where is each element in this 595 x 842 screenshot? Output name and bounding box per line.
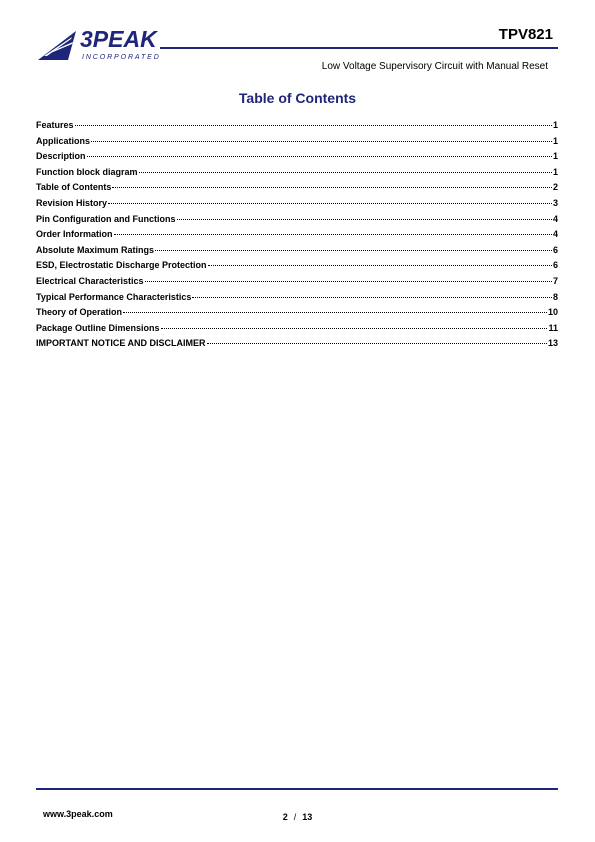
toc-entry-label: Electrical Characteristics [36, 275, 144, 286]
footer-page-number [0, 812, 595, 823]
toc-entry-label: Description [36, 151, 86, 162]
toc-entry-label: Order Information [36, 229, 113, 240]
toc-list [36, 118, 558, 352]
logo-tagline: INCORPORATED [82, 54, 161, 61]
toc-entry-label: ESD, Electrostatic Discharge Protection [36, 260, 207, 271]
toc-entry-page: 11 [548, 322, 558, 333]
toc-entry-page: 6 [552, 244, 558, 255]
toc-entry-page: 13 [547, 338, 558, 349]
toc-entry[interactable] [36, 196, 558, 212]
toc-entry-page: 1 [552, 135, 558, 146]
toc-leader-dots [75, 125, 552, 126]
logo-wordmark: 3PEAK [80, 26, 157, 52]
page-separator: / [293, 812, 297, 822]
toc-entry-label: IMPORTANT NOTICE AND DISCLAIMER [36, 338, 206, 349]
toc-entry-page: 6 [552, 260, 558, 271]
toc-leader-dots [123, 312, 547, 313]
toc-entry-page: 7 [552, 275, 558, 286]
company-logo [38, 27, 168, 63]
toc-leader-dots [91, 141, 552, 142]
toc-entry[interactable] [36, 290, 558, 306]
toc-entry-page: 2 [552, 182, 558, 193]
header-divider [160, 47, 558, 49]
toc-entry-label: Applications [36, 135, 91, 146]
toc-leader-dots [208, 265, 552, 266]
toc-entry-label: Package Outline Dimensions [36, 322, 160, 333]
toc-entry[interactable] [36, 149, 558, 165]
toc-entry[interactable] [36, 258, 558, 274]
document-subtitle: Low Voltage Supervisory Circuit with Manual Reset [321, 61, 548, 72]
footer-website-link[interactable]: www.3peak.com [43, 809, 113, 819]
toc-entry[interactable] [36, 243, 558, 259]
toc-leader-dots [114, 234, 552, 235]
toc-leader-dots [155, 250, 552, 251]
toc-entry-label: Absolute Maximum Ratings [36, 244, 155, 255]
toc-heading: Table of Contents [238, 90, 357, 106]
toc-leader-dots [161, 328, 548, 329]
document-title: TPV821 [498, 26, 553, 43]
toc-leader-dots [112, 187, 552, 188]
page-current: 2 [282, 812, 288, 822]
toc-entry-label: Typical Performance Characteristics [36, 291, 192, 302]
toc-entry[interactable] [36, 305, 558, 321]
toc-entry[interactable] [36, 118, 558, 134]
toc-entry[interactable] [36, 227, 558, 243]
toc-entry[interactable] [36, 165, 558, 181]
toc-entry[interactable] [36, 180, 558, 196]
toc-leader-dots [192, 297, 552, 298]
toc-entry-label: Revision History [36, 197, 108, 208]
toc-entry[interactable] [36, 274, 558, 290]
toc-entry-page: 3 [552, 197, 558, 208]
toc-entry-page: 1 [552, 120, 558, 130]
toc-entry[interactable] [36, 212, 558, 228]
footer-divider [36, 788, 558, 790]
peak-logo-icon [38, 27, 82, 63]
toc-entry-label: Pin Configuration and Functions [36, 213, 176, 224]
toc-leader-dots [207, 343, 547, 344]
toc-entry-label: Theory of Operation [36, 307, 123, 318]
toc-entry-page: 1 [552, 166, 558, 177]
toc-entry[interactable] [36, 134, 558, 150]
toc-entry-page: 4 [552, 213, 558, 224]
page-total: 13 [302, 812, 313, 822]
toc-leader-dots [145, 281, 552, 282]
toc-entry-label: Features [36, 120, 74, 130]
toc-entry-page: 10 [547, 307, 558, 318]
toc-leader-dots [108, 203, 552, 204]
toc-entry[interactable] [36, 336, 558, 352]
toc-entry-page: 4 [552, 229, 558, 240]
toc-entry[interactable] [36, 321, 558, 337]
toc-leader-dots [139, 172, 552, 173]
toc-leader-dots [177, 219, 552, 220]
toc-entry-page: 1 [552, 151, 558, 162]
toc-leader-dots [87, 156, 552, 157]
toc-entry-label: Function block diagram [36, 166, 138, 177]
toc-entry-page: 8 [552, 291, 558, 302]
toc-entry-label: Table of Contents [36, 182, 112, 193]
